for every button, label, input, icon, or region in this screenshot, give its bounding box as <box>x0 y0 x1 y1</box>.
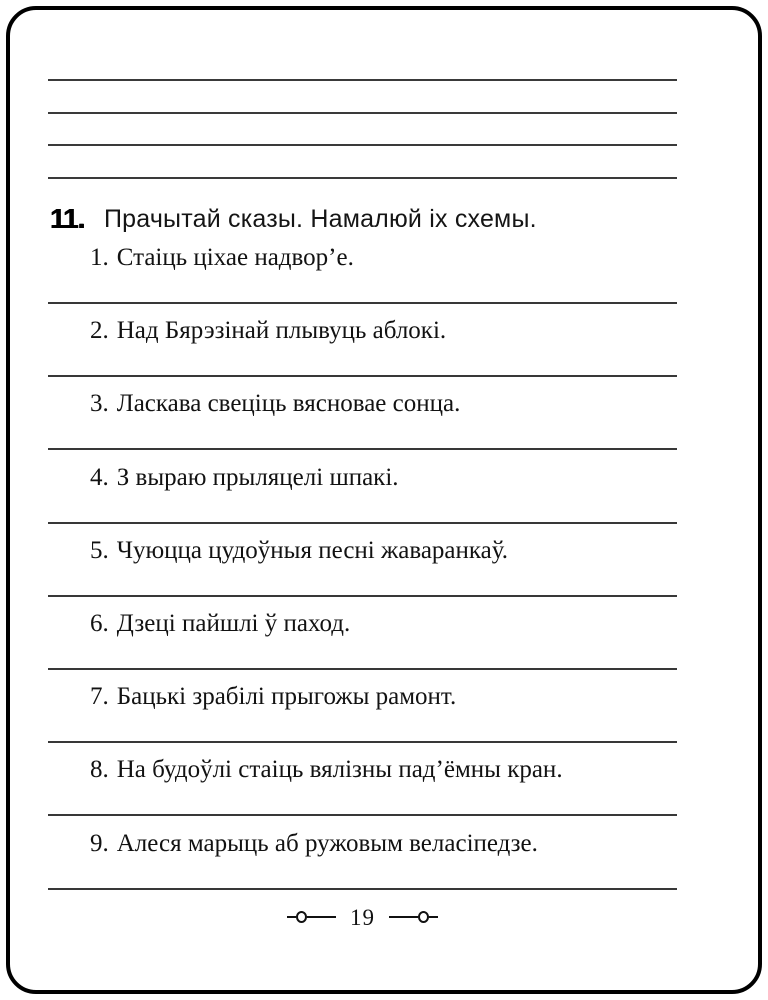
ornament-dash <box>429 916 438 918</box>
sentence-item <box>90 536 690 566</box>
sentence-number: 9. <box>90 829 109 857</box>
sentence-number: 8. <box>90 756 109 784</box>
sentence-text: Дзеці пайшлі ў паход. <box>116 610 351 637</box>
sentence-item <box>90 316 690 346</box>
sentence-item <box>90 682 690 712</box>
sentence-item <box>90 389 690 419</box>
footer-ornament-right <box>389 911 438 923</box>
ornament-dash <box>389 916 418 918</box>
blank-writing-line[interactable] <box>48 112 677 114</box>
sentence-text: Над Бярэзінай плывуць аблокі. <box>116 317 447 345</box>
scheme-answer-line[interactable] <box>48 741 677 743</box>
scheme-answer-line[interactable] <box>48 522 677 524</box>
sentence-item <box>90 755 690 785</box>
scheme-answer-line[interactable] <box>48 448 677 450</box>
scheme-answer-line[interactable] <box>48 375 677 377</box>
sentence-number: 7. <box>90 683 109 711</box>
page-number: 19 <box>350 904 375 930</box>
sentence-text: Алеся марыць аб ружовым веласіпедзе. <box>116 829 538 857</box>
scheme-answer-line[interactable] <box>48 302 677 304</box>
exercise-number: 11. <box>50 203 85 234</box>
sentence-item <box>90 609 690 639</box>
sentence-number: 5. <box>90 536 109 564</box>
sentence-item <box>90 829 690 859</box>
sentence-number: 1. <box>90 244 109 271</box>
page-footer <box>48 903 677 931</box>
blank-writing-line[interactable] <box>48 144 677 146</box>
ornament-circle-icon <box>296 911 307 923</box>
sentence-item <box>90 463 690 493</box>
sentence-text: Чуюцца цудоўныя песні жаваранкаў. <box>116 536 509 564</box>
ornament-dash <box>287 916 296 918</box>
sentence-number: 3. <box>90 390 109 418</box>
scheme-answer-line[interactable] <box>48 888 677 890</box>
sentence-text: З выраю прыляцелі шпакі. <box>116 463 399 491</box>
scheme-answer-line[interactable] <box>48 595 677 597</box>
ornament-dash <box>307 916 336 918</box>
blank-writing-line[interactable] <box>48 177 677 179</box>
scheme-answer-line[interactable] <box>48 668 677 670</box>
sentence-number: 4. <box>90 463 109 491</box>
sentence-number: 2. <box>90 317 109 345</box>
scheme-answer-line[interactable] <box>48 814 677 816</box>
sentence-number: 6. <box>90 610 109 637</box>
sentence-item <box>90 243 690 273</box>
ornament-circle-icon <box>418 911 429 923</box>
exercise-instruction: Прачытай сказы. Намалюй іх схемы. <box>104 205 537 233</box>
sentence-text: Бацькі зрабілі прыгожы рамонт. <box>116 683 457 711</box>
blank-writing-line[interactable] <box>48 79 677 81</box>
sentence-text: Ласкава свеціць вясновае сонца. <box>116 390 461 418</box>
sentence-text: На будоўлі стаіць вялізны пад’ёмны кран. <box>116 756 563 784</box>
footer-ornament-left <box>287 911 336 923</box>
sentence-text: Стаіць ціхае надвор’е. <box>116 244 354 271</box>
